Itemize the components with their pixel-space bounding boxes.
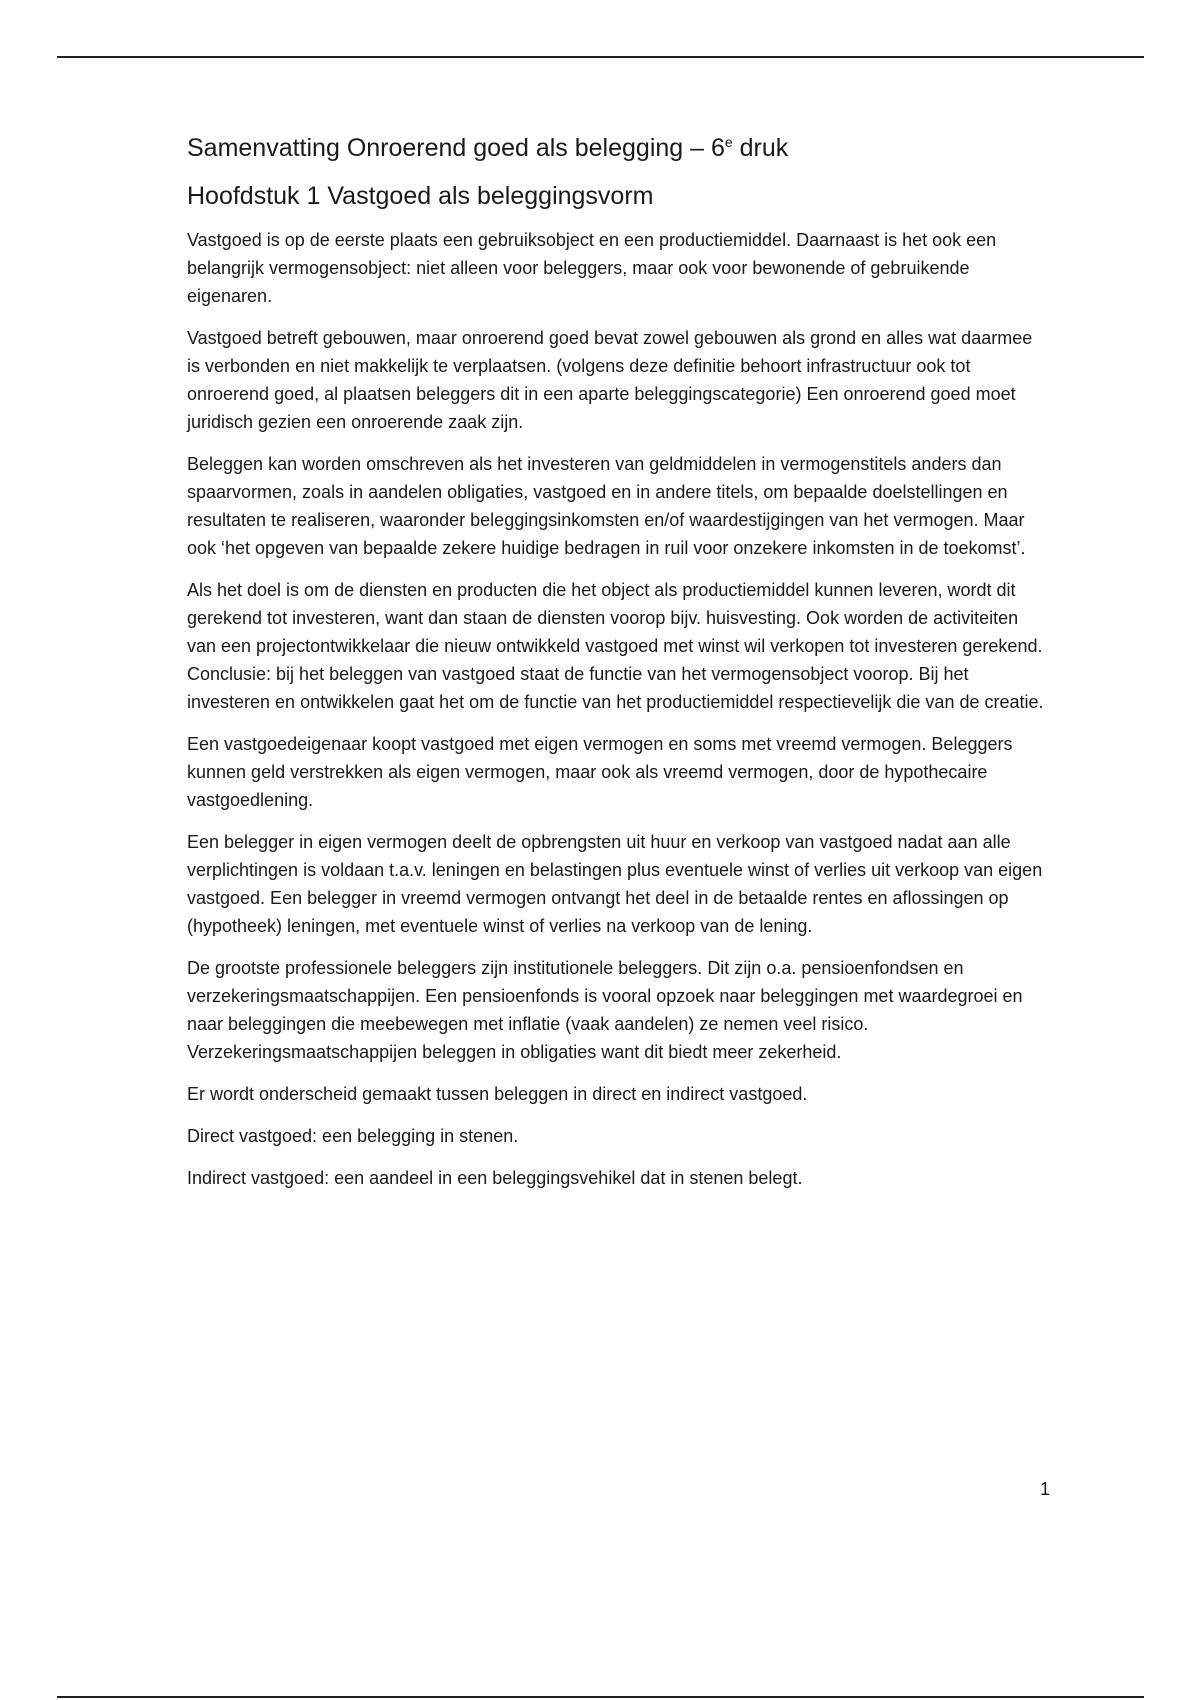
document-title-end: druk [732,134,789,162]
paragraph-5: Een vastgoedeigenaar koopt vastgoed met eigen vermogen en soms met vreemd vermogen. Beleggers kunnen geld verstrekken als eigen vermogen, maar ook als vreemd vermogen, door de hypothecaire vastgoedlening. [187,734,1013,810]
paragraph-3: Beleggen kan worden omschreven als het investeren van geldmiddelen in vermogenstitels anders dan spaarvormen, zoals in aandelen obligaties, vastgoed en in andere titels, om bepaalde doelstellingen en resultaten te realiseren, waaronder beleggingsinkomsten en/of waardestijgingen van het vermogen. Maar ook ‘het opgeven van bepaalde zekere huidige bedragen in ruil voor onzekere inkomsten in de toekomst’. [187,454,1026,558]
paragraph-8: Er wordt onderscheid gemaakt tussen beleggen in direct en indirect vastgoed. [187,1084,808,1104]
paragraph-2: Vastgoed betreft gebouwen, maar onroerend goed bevat zowel gebouwen als grond en alles wat daarmee is verbonden en niet makkelijk te verplaatsen. (volgens deze definitie behoort infrastructuur ook tot onroerend goed, al plaatsen beleggers dit in een aparte beleggingscategorie) Een onroerend goed moet juridisch gezien een onroerende zaak zijn. [187,328,1033,432]
paragraph-1: Vastgoed is op de eerste plaats een gebruiksobject en een productiemiddel. Daarnaast is het ook een belangrijk vermogensobject: niet alleen voor beleggers, maar ook voor bewonende of gebruikende eigenaren. [187,230,997,306]
header-rule [57,56,1144,58]
paragraph-4: Als het doel is om de diensten en producten die het object als productiemiddel kunnen leveren, wordt dit gerekend tot investeren, want dan staan de diensten voorop bijv. huisvesting. Ook worden de activiteiten van een projectontwikkelaar die nieuw ontwikkeld vastgoed met winst wil verkopen tot investeren gerekend. Conclusie: bij het beleggen van vastgoed staat de functie van het vermogensobject voorop. Bij het investeren en ontwikkelen gaat het om de functie van het productiemiddel respectievelijk die van de creatie. [187,580,1044,712]
paragraph-7: De grootste professionele beleggers zijn institutionele beleggers. Dit zijn o.a. pensioenfondsen en verzekeringsmaatschappijen. Een pensioenfonds is vooral opzoek naar beleggingen met waardegroei en naar beleggingen die meebewegen met inflatie (vaak aandelen) ze nemen veel risico. Verzekeringsmaatschappijen beleggen in obligaties want dit biedt meer zekerheid. [187,958,1023,1062]
chapter-title: Hoofdstuk 1 Vastgoed als beleggingsvorm [187,182,654,210]
footer-rule [57,1696,1144,1698]
document-title [187,132,1047,164]
page-number: 1 [1039,1479,1050,1499]
document-title-superscript: e [724,134,733,150]
paragraph-9: Direct vastgoed: een belegging in stenen. [187,1126,519,1146]
paragraph-6: Een belegger in eigen vermogen deelt de opbrengsten uit huur en verkoop van vastgoed nadat aan alle verplichtingen is voldaan t.a.v. leningen en belastingen plus eventuele winst of verlies uit verkoop van eigen vastgoed. Een belegger in vreemd vermogen ontvangt het deel in de betaalde rentes en aflossingen op (hypotheek) leningen, met eventuele winst of verlies na verkoop van de lening. [187,832,1043,936]
document-body [187,132,1047,1206]
document-title-main: Samenvatting Onroerend goed als belegging – 6 [187,134,725,162]
paragraph-10: Indirect vastgoed: een aandeel in een beleggingsvehikel dat in stenen belegt. [187,1168,803,1188]
